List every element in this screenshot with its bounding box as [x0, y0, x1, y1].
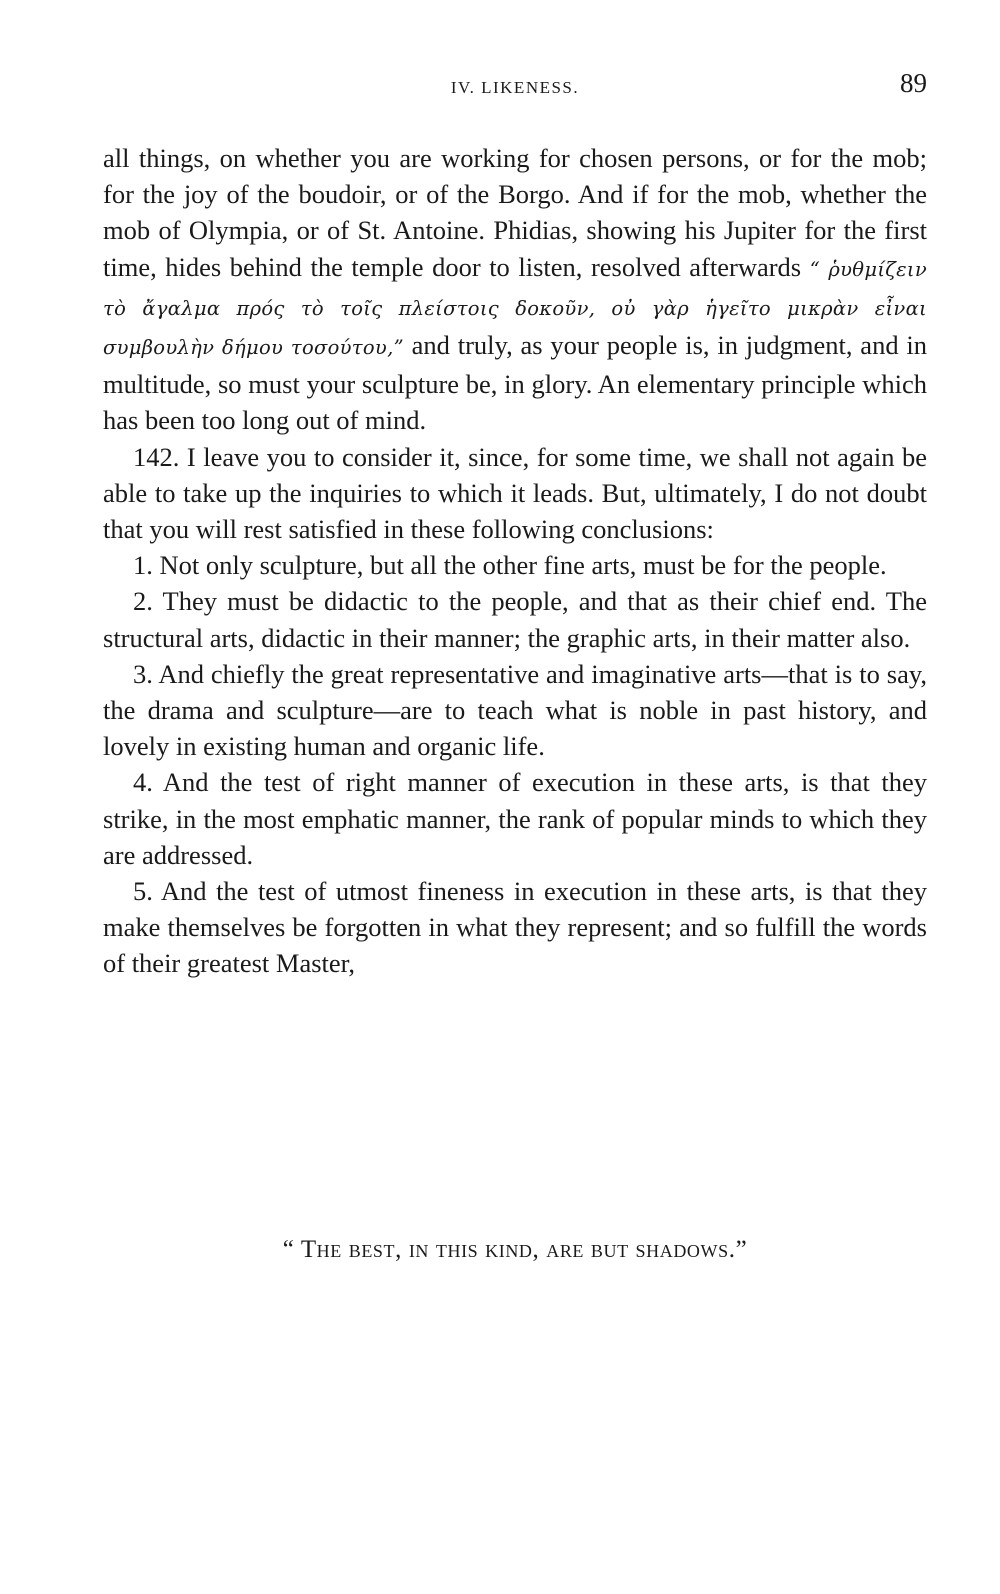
paragraph-text: and truly, as your people is, in judgment, and in multitude, so must your sculpture be, in glory. An elementary principle which has been too long out of mind.: [103, 330, 927, 436]
conclusion-1: 1. Not only sculpture, but all the other fine arts, must be for the people.: [133, 550, 887, 581]
paragraph-phidias: [103, 140, 927, 439]
conclusion-2: 2. They must be didactic to the people, and that as their chief end. The structural arts, didactic in their manner; the graphic arts, in their matter also.: [103, 586, 927, 653]
greek-quotation: “ ῥυθμίζειν τὸ ἄγαλμα πρός τὸ τοῖς πλείστοις δοκοῦν, οὐ γὰρ ἡγεῖτο μικρὰν εἶναι συμβουλὴν δήμου τοσούτου,”: [103, 257, 927, 360]
conclusion-5: 5. And the test of utmost fineness in execution in these arts, is that they make themselves be forgotten in what they represent; and so fulfill the words of their greatest Master,: [103, 876, 927, 979]
conclusion-4: 4. And the test of right manner of execution in these arts, is that they strike, in the most emphatic manner, the rank of popular minds to which they are addressed.: [103, 767, 927, 870]
page-number: 89: [900, 68, 927, 98]
quotation-text: “ The best, in this kind, are but shadows.”: [282, 1236, 748, 1263]
running-head: [103, 66, 927, 106]
running-title: IV. LIKENESS.: [450, 78, 580, 97]
closing-quotation: [103, 1236, 927, 1264]
body-text: [103, 140, 927, 982]
conclusion-3: 3. And chiefly the great representative and imaginative arts—that is to say, the drama and sculpture—are to teach what is noble in past history, and lovely in existing human and organic life.: [103, 658, 927, 762]
paragraph-142: 142. I leave you to consider it, since, for some time, we shall not again be able to take up the inquiries to which it leads. But, ultimately, I do not doubt that you will rest satisfied in these following conclusions:: [103, 441, 927, 545]
paragraph-text: all things, on whether you are working for chosen persons, or for the mob; for the joy of the boudoir, or of the Borgo. And if for the mob, whether the mob of Olympia, or of St. Antoine. Phidias, showing his Jupiter for the first time, hides behind the temple door to listen, resolved afterwards: [103, 143, 927, 282]
